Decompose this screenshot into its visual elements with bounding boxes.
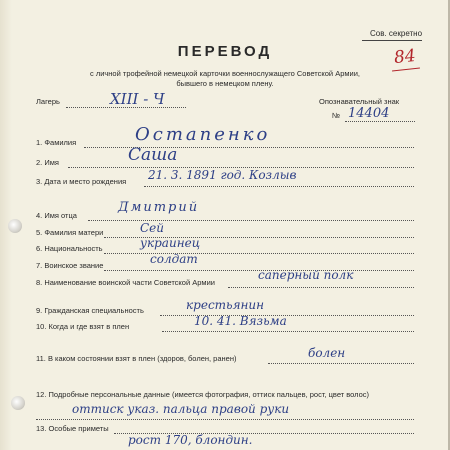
document-title: ПЕРЕВОД <box>177 43 273 60</box>
field-12-line <box>36 419 414 420</box>
field-7-label: 7. Воинское звание <box>36 261 104 270</box>
field-2-value: Саша <box>128 145 178 165</box>
field-11-line <box>268 363 414 364</box>
punch-hole-lower <box>11 396 25 410</box>
field-10-value: 10. 41. Вязьма <box>194 314 287 328</box>
field-10-line <box>162 331 414 332</box>
field-11-label: 11. В каком состоянии взят в плен (здоров, болен, ранен) <box>36 354 237 363</box>
document-subtitle-line2: бывшего в немецком плену. <box>176 79 274 88</box>
field-6-label: 6. Национальность <box>36 244 103 253</box>
field-8-label: 8. Наименование воинской части Советской Армии <box>36 278 215 287</box>
field-2-label: 2. Имя <box>36 158 59 167</box>
tag-prefix: № <box>332 111 341 120</box>
field-4-value: Дмитрий <box>118 200 200 215</box>
secret-label: Сов. секретно <box>370 29 423 38</box>
field-9-label: 9. Гражданская специальность <box>36 306 144 315</box>
field-8-line <box>228 287 414 288</box>
field-13-label: 13. Особые приметы <box>36 424 109 433</box>
field-5-value: Сей <box>140 221 165 235</box>
field-12-label: 12. Подробные персональные данные (имеется фотография, оттиск пальцев, рост, цвет волос) <box>36 390 370 399</box>
field-1-value: Остапенко <box>135 124 271 145</box>
field-3-label: 3. Дата и место рождения <box>36 177 127 186</box>
field-1-label: 1. Фамилия <box>36 138 77 147</box>
field-4-line <box>88 220 414 221</box>
field-4-label: 4. Имя отца <box>36 211 77 220</box>
field-9-value: крестьянин <box>186 298 265 312</box>
field-3-line <box>144 186 414 187</box>
field-12-value: оттиск указ. пальца правой руки <box>72 402 290 416</box>
tag-value: 14404 <box>348 106 390 121</box>
field-3-value: 21. 3. 1891 год. Козлыв <box>148 168 297 182</box>
punch-hole-upper <box>8 219 22 233</box>
secret-underline <box>362 40 422 41</box>
field-13-value: рост 170, блондин. <box>128 433 253 447</box>
field-10-label: 10. Когда и где взят в плен <box>36 322 130 331</box>
field-11-value: болен <box>308 346 346 360</box>
tag-line <box>345 121 415 122</box>
camp-label: Лагерь <box>36 97 60 106</box>
field-5-label: 5. Фамилия матери <box>36 228 104 237</box>
field-6-value: украинец <box>140 236 201 250</box>
camp-value: XIII - Ч <box>110 90 165 108</box>
document-subtitle-line1: с личной трофейной немецкой карточки военнослужащего Советской Армии, <box>89 69 361 78</box>
tag-label: Опознавательный знак <box>319 97 400 106</box>
field-7-value: солдат <box>150 252 198 266</box>
field-8-value: саперный полк <box>258 268 354 282</box>
handwritten-page-number: 84 <box>393 45 417 69</box>
